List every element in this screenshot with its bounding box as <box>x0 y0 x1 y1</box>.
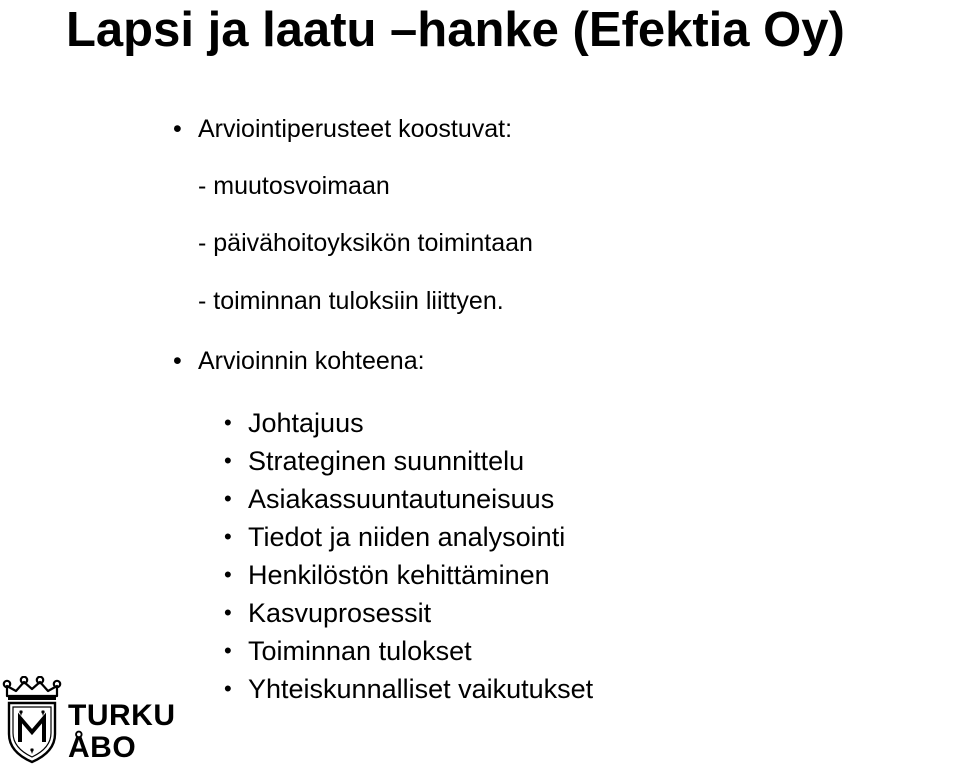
bullet-icon: • <box>224 486 232 511</box>
targets-heading: Arvioinnin kohteena: <box>198 347 425 375</box>
turku-coat-of-arms-icon <box>2 676 62 764</box>
list-item-label: Johtajuus <box>248 408 364 438</box>
list-item <box>224 556 593 594</box>
bullet-icon: • <box>173 347 182 375</box>
criteria-item: - muutosvoimaan <box>198 172 390 200</box>
turku-abo-logo <box>2 676 182 764</box>
list-item-label: Strateginen suunnittelu <box>248 446 525 476</box>
list-item-label: Henkilöstön kehittäminen <box>248 560 550 590</box>
list-item <box>224 670 594 708</box>
criteria-heading: Arviointiperusteet koostuvat: <box>198 115 513 143</box>
bullet-icon: • <box>224 562 232 587</box>
list-item <box>224 442 593 480</box>
list-item <box>224 404 593 442</box>
criteria-item: - päivähoitoyksikön toimintaan <box>198 229 533 257</box>
targets-list <box>224 404 594 708</box>
bullet-icon: • <box>173 115 182 143</box>
logo-text-turku: TURKU <box>68 699 176 732</box>
bullet-icon: • <box>224 676 232 701</box>
list-item <box>224 518 593 556</box>
bullet-icon: • <box>224 410 232 435</box>
list-item-label: Tiedot ja niiden analysointi <box>248 522 566 552</box>
list-item <box>224 480 593 518</box>
criteria-heading-row <box>173 114 513 144</box>
bullet-icon: • <box>224 448 232 473</box>
bullet-icon: • <box>224 600 232 625</box>
bullet-icon: • <box>224 638 232 663</box>
targets-heading-row <box>173 346 425 376</box>
list-item-label: Kasvuprosessit <box>248 598 432 628</box>
list-item <box>224 632 593 670</box>
bullet-icon: • <box>224 524 232 549</box>
list-item <box>224 594 593 632</box>
list-item-label: Asiakassuuntautuneisuus <box>248 484 555 514</box>
logo-text-abo: ÅBO <box>68 731 137 764</box>
list-item-label: Yhteiskunnalliset vaikutukset <box>248 674 594 704</box>
list-item-label: Toiminnan tulokset <box>248 636 472 666</box>
criteria-item: - toiminnan tuloksiin liittyen. <box>198 287 504 315</box>
page-title: Lapsi ja laatu –hanke (Efektia Oy) <box>66 3 845 57</box>
